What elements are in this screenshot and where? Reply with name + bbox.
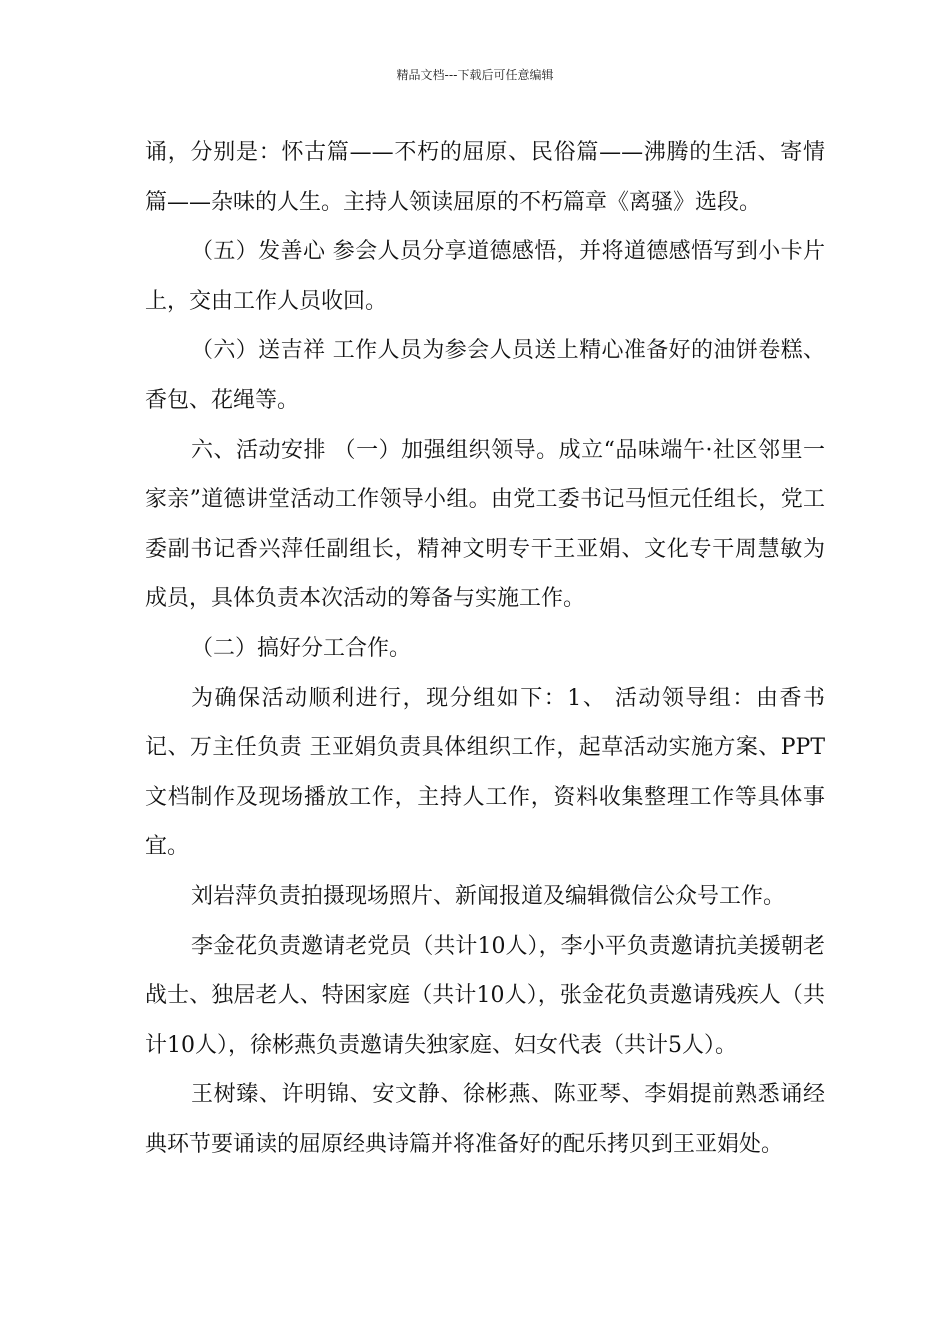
paragraph: 诵，分别是：怀古篇——不朽的屈原、民俗篇——沸腾的生活、寄情篇——杂味的人生。主持人领读屈原的不朽篇章《离骚》选段。 <box>145 140 825 215</box>
page-header: 精品文档---下载后可任意编辑 <box>396 68 554 82</box>
paragraph: 刘岩萍负责拍摄现场照片、新闻报道及编辑微信公众号工作。 <box>191 883 786 909</box>
paragraph: 李金花负责邀请老党员（共计10人），李小平负责邀请抗美援朝老战士、独居老人、特困家庭（共计10人），张金花负责邀请残疾人（共计10人），徐彬燕负责邀请失独家庭、妇女代表（共计5人）。 <box>145 933 825 1058</box>
paragraph: 王树臻、许明锦、安文静、徐彬燕、陈亚琴、李娟提前熟悉诵经典环节要诵读的屈原经典诗篇并将准备好的配乐拷贝到王亚娟处。 <box>145 1082 825 1157</box>
paragraph: （五）发善心 参会人员分享道德感悟，并将道德感悟写到小卡片上，交由工作人员收回。 <box>145 239 825 314</box>
paragraph: 为确保活动顺利进行，现分组如下：1、 活动领导组：由香书记、万主任负责 王亚娟负责具体组织工作，起草活动实施方案、PPT文档制作及现场播放工作，主持人工作，资料收集整理工作等具体事宜。 <box>145 685 825 860</box>
paragraph: （二）搞好分工合作。 <box>191 635 412 661</box>
document-body <box>145 128 825 1169</box>
paragraph: （六）送吉祥 工作人员为参会人员送上精心准备好的油饼卷糕、香包、花绳等。 <box>145 338 825 413</box>
paragraph: 六、活动安排 （一）加强组织领导。成立“品味端午·社区邻里一家亲”道德讲堂活动工作领导小组。由党工委书记马恒元任组长，党工委副书记香兴萍任副组长，精神文明专干王亚娟、文化专干周慧敏为成员，具体负责本次活动的筹备与实施工作。 <box>145 437 825 612</box>
